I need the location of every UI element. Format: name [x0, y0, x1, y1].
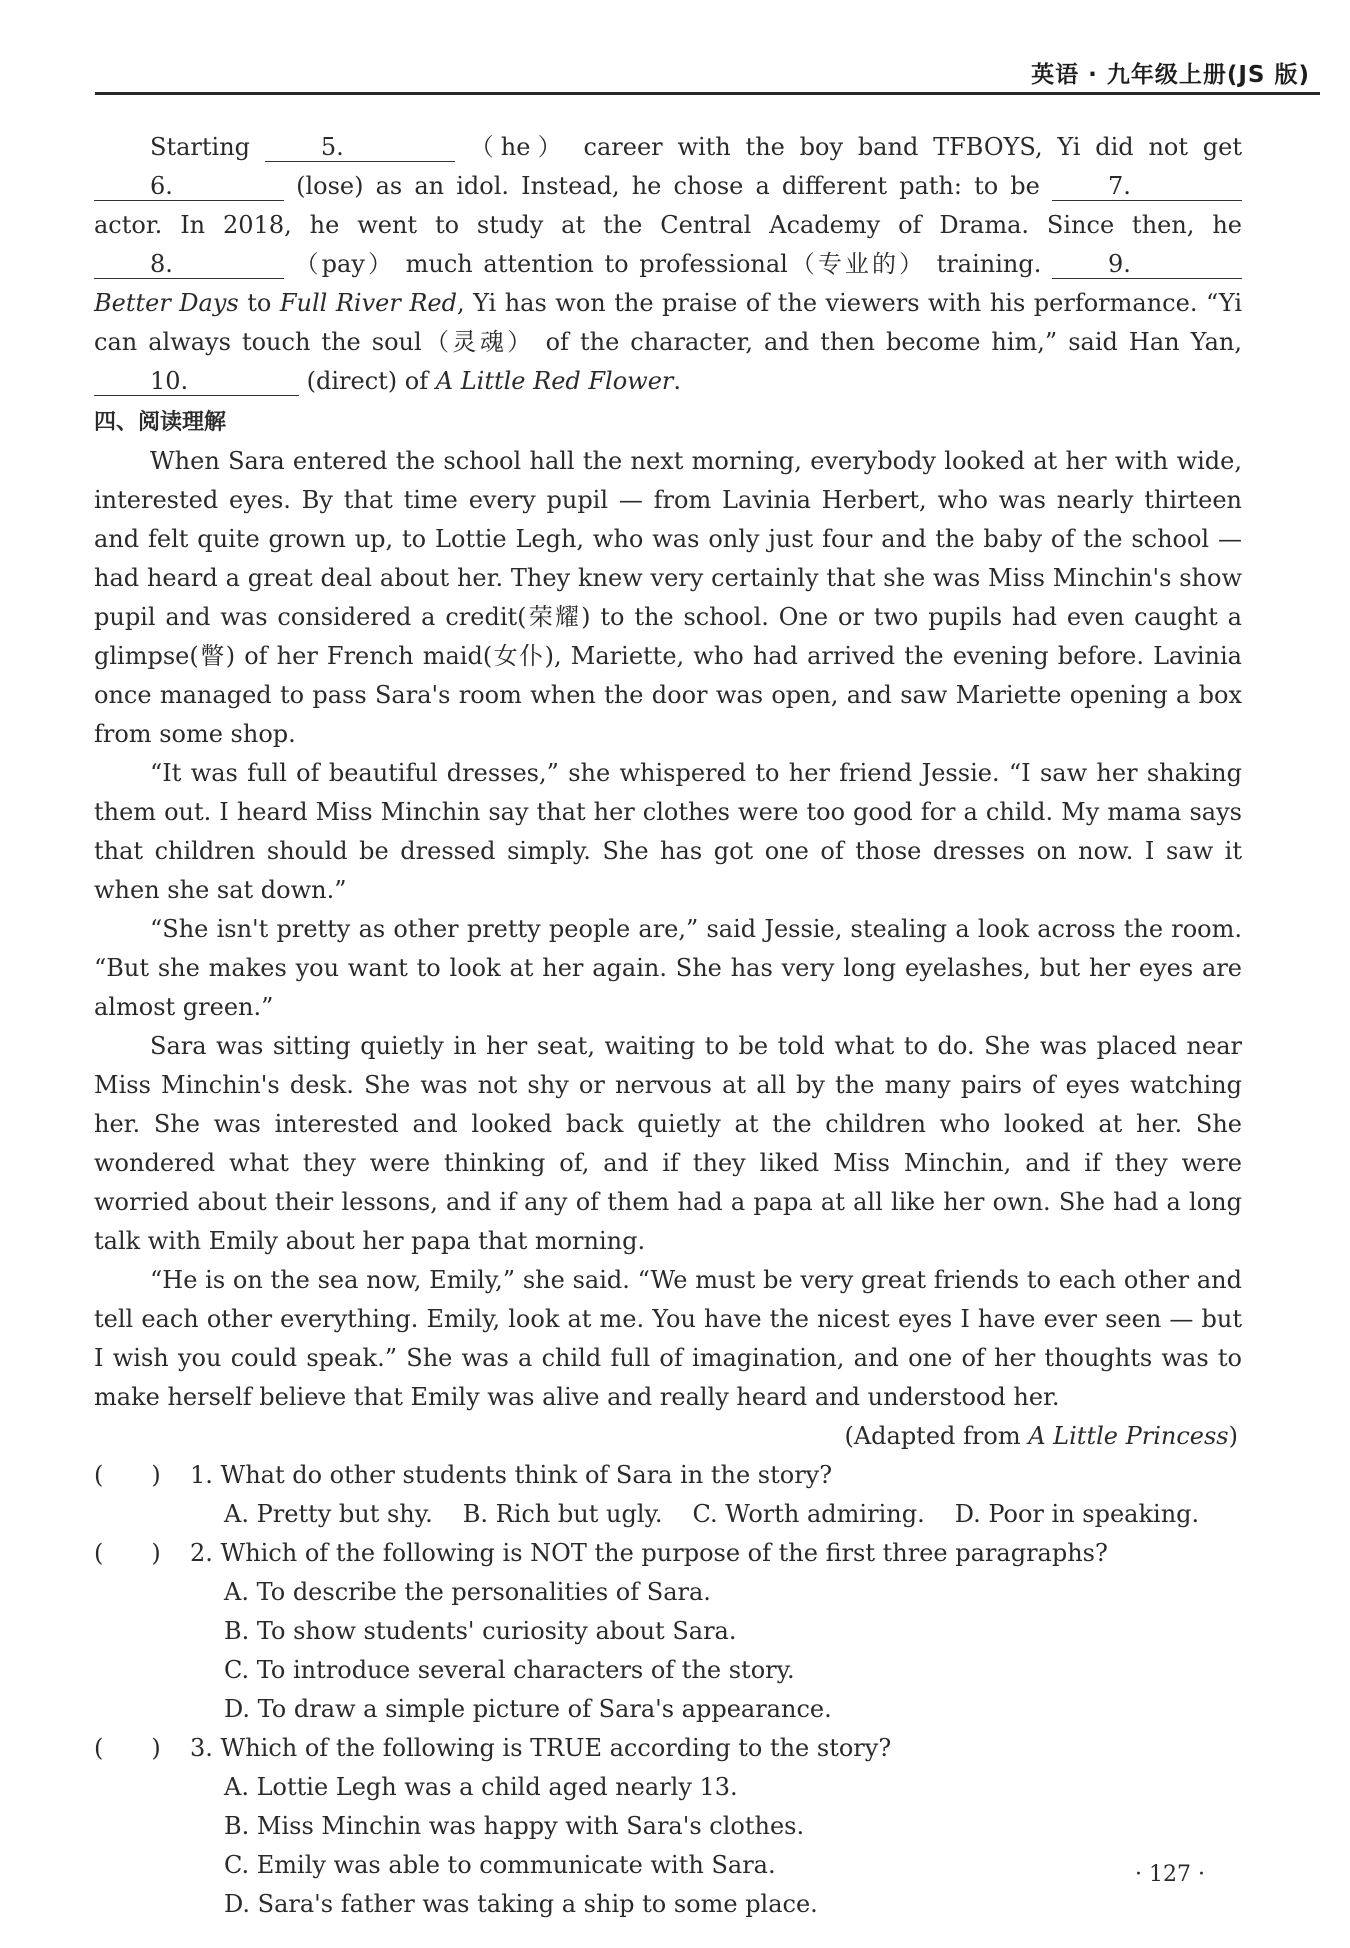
option-b[interactable]: B. To show students' curiosity about Sara.: [224, 1617, 737, 1645]
question-3: [94, 1729, 1242, 1768]
blank-number: 10.: [150, 367, 189, 395]
reading-paragraph-5: “He is on the sea now, Emily,” she said. “We must be very great friends to each other and tell each other everything. Emily, look at me. You have the nicest eyes I have ever seen — but I wish you could speak.” She was a child full of imagination, and one of her thoughts was to make herself believe that Emily was alive and really heard and understood her.: [94, 1266, 1242, 1411]
option-c[interactable]: C. To introduce several characters of the story.: [224, 1656, 795, 1684]
source-text: (Adapted from: [844, 1422, 1029, 1450]
reading-paragraph-4: Sara was sitting quietly in her seat, waiting to be told what to do. She was placed near Miss Minchin's desk. She was not shy or nervous at all by the many pairs of eyes watching her. She was interested and looked back quietly at the children who looked at her. She wondered what they were thinking of, and if they liked Miss Minchin, and if they were worried about their lessons, and if any of them had a papa at all like her own. She had a long talk with Emily about her papa that morning.: [94, 1032, 1242, 1255]
header-rule: [95, 92, 1320, 95]
option-b[interactable]: B. Rich but ugly.: [462, 1500, 663, 1528]
movie-title: Better Days: [94, 289, 239, 317]
cloze-text: (direct) of: [299, 367, 436, 395]
cloze-text: （he） career with the boy band TFBOYS, Yi did not get: [454, 133, 1243, 161]
answer-bracket[interactable]: ( ): [94, 1539, 161, 1567]
page-content: [94, 128, 1242, 1924]
option-c[interactable]: C. Emily was able to communicate with Sara.: [224, 1851, 776, 1879]
cloze-text: Starting: [150, 133, 265, 161]
cloze-text: (lose) as an idol. Instead, he chose a different path: to be: [284, 172, 1052, 200]
question-1-options: [94, 1495, 1242, 1534]
question-stem: 3. Which of the following is TRUE according to the story?: [190, 1734, 892, 1762]
answer-bracket[interactable]: ( ): [94, 1734, 161, 1762]
blank-5[interactable]: [265, 133, 455, 162]
cloze-text: , Yi has won the praise of the viewers with his performance. “Yi can always touch the soul（灵魂） of the character, and then become him,” said Han Yan,: [94, 289, 1242, 356]
option-a[interactable]: A. Pretty but shy.: [224, 1500, 433, 1528]
answer-bracket[interactable]: ( ): [94, 1461, 161, 1489]
reading-paragraph-2: “It was full of beautiful dresses,” she whispered to her friend Jessie. “I saw her shaking them out. I heard Miss Minchin say that her clothes were too good for a child. My mama says that children should be dressed simply. She has got one of those dresses on now. I saw it when she sat down.”: [94, 759, 1242, 904]
option-b[interactable]: B. Miss Minchin was happy with Sara's clothes.: [224, 1812, 805, 1840]
option-a[interactable]: A. To describe the personalities of Sara.: [224, 1578, 711, 1606]
cloze-text: .: [673, 367, 682, 395]
option-d[interactable]: D. To draw a simple picture of Sara's appearance.: [224, 1695, 832, 1723]
cloze-text: to: [238, 289, 280, 317]
movie-title: A Little Red Flower: [435, 367, 674, 395]
option-a[interactable]: A. Lottie Legh was a child aged nearly 13.: [224, 1773, 738, 1801]
blank-number: 8.: [150, 250, 173, 278]
cloze-text: actor. In 2018, he went to study at the Central Academy of Drama. Since then, he: [94, 211, 1242, 239]
page-number: · 127 ·: [1135, 1862, 1205, 1887]
blank-9[interactable]: [1052, 250, 1242, 279]
option-c[interactable]: C. Worth admiring.: [692, 1500, 925, 1528]
source-text: ): [1228, 1422, 1238, 1450]
blank-number: 7.: [1108, 172, 1131, 200]
question-stem: 1. What do other students think of Sara in the story?: [190, 1461, 833, 1489]
source-title: A Little Princess: [1028, 1422, 1229, 1450]
blank-number: 9.: [1108, 250, 1131, 278]
blank-number: 5.: [320, 133, 344, 161]
reading-paragraph-1: When Sara entered the school hall the next morning, everybody looked at her with wide, interested eyes. By that time every pupil — from Lavinia Herbert, who was nearly thirteen and felt quite grown up, to Lottie Legh, who was only just four and the baby of the school — had heard a great deal about her. They knew very certainly that she was Miss Minchin's show pupil and was considered a credit(荣耀) to the school. One or two pupils had even caught a glimpse(瞥) of her French maid(女仆), Mariette, who had arrived the evening before. Lavinia once managed to pass Sara's room when the door was open, and saw Mariette opening a box from some shop.: [94, 447, 1242, 748]
question-stem: 2. Which of the following is NOT the purpose of the first three paragraphs?: [190, 1539, 1108, 1567]
blank-10[interactable]: [94, 367, 299, 396]
cloze-text: （pay） much attention to professional（专业的） training.: [284, 250, 1052, 278]
question-1: [94, 1456, 1242, 1495]
cloze-paragraph: [94, 128, 1242, 401]
blank-6[interactable]: [94, 172, 284, 201]
option-d[interactable]: D. Sara's father was taking a ship to some place.: [224, 1890, 818, 1918]
source-citation: [94, 1417, 1242, 1456]
option-d[interactable]: D. Poor in speaking.: [954, 1500, 1200, 1528]
section-title: 四、阅读理解: [94, 410, 227, 435]
blank-8[interactable]: [94, 250, 284, 279]
reading-paragraph-3: “She isn't pretty as other pretty people are,” said Jessie, stealing a look across the room. “But she makes you want to look at her again. She has very long eyelashes, but her eyes are almost green.”: [94, 915, 1242, 1021]
blank-7[interactable]: [1052, 172, 1242, 201]
page-header: 英语 · 九年级上册(JS 版): [1031, 62, 1310, 88]
blank-number: 6.: [150, 172, 173, 200]
movie-title: Full River Red: [279, 289, 457, 317]
question-2: [94, 1534, 1242, 1573]
